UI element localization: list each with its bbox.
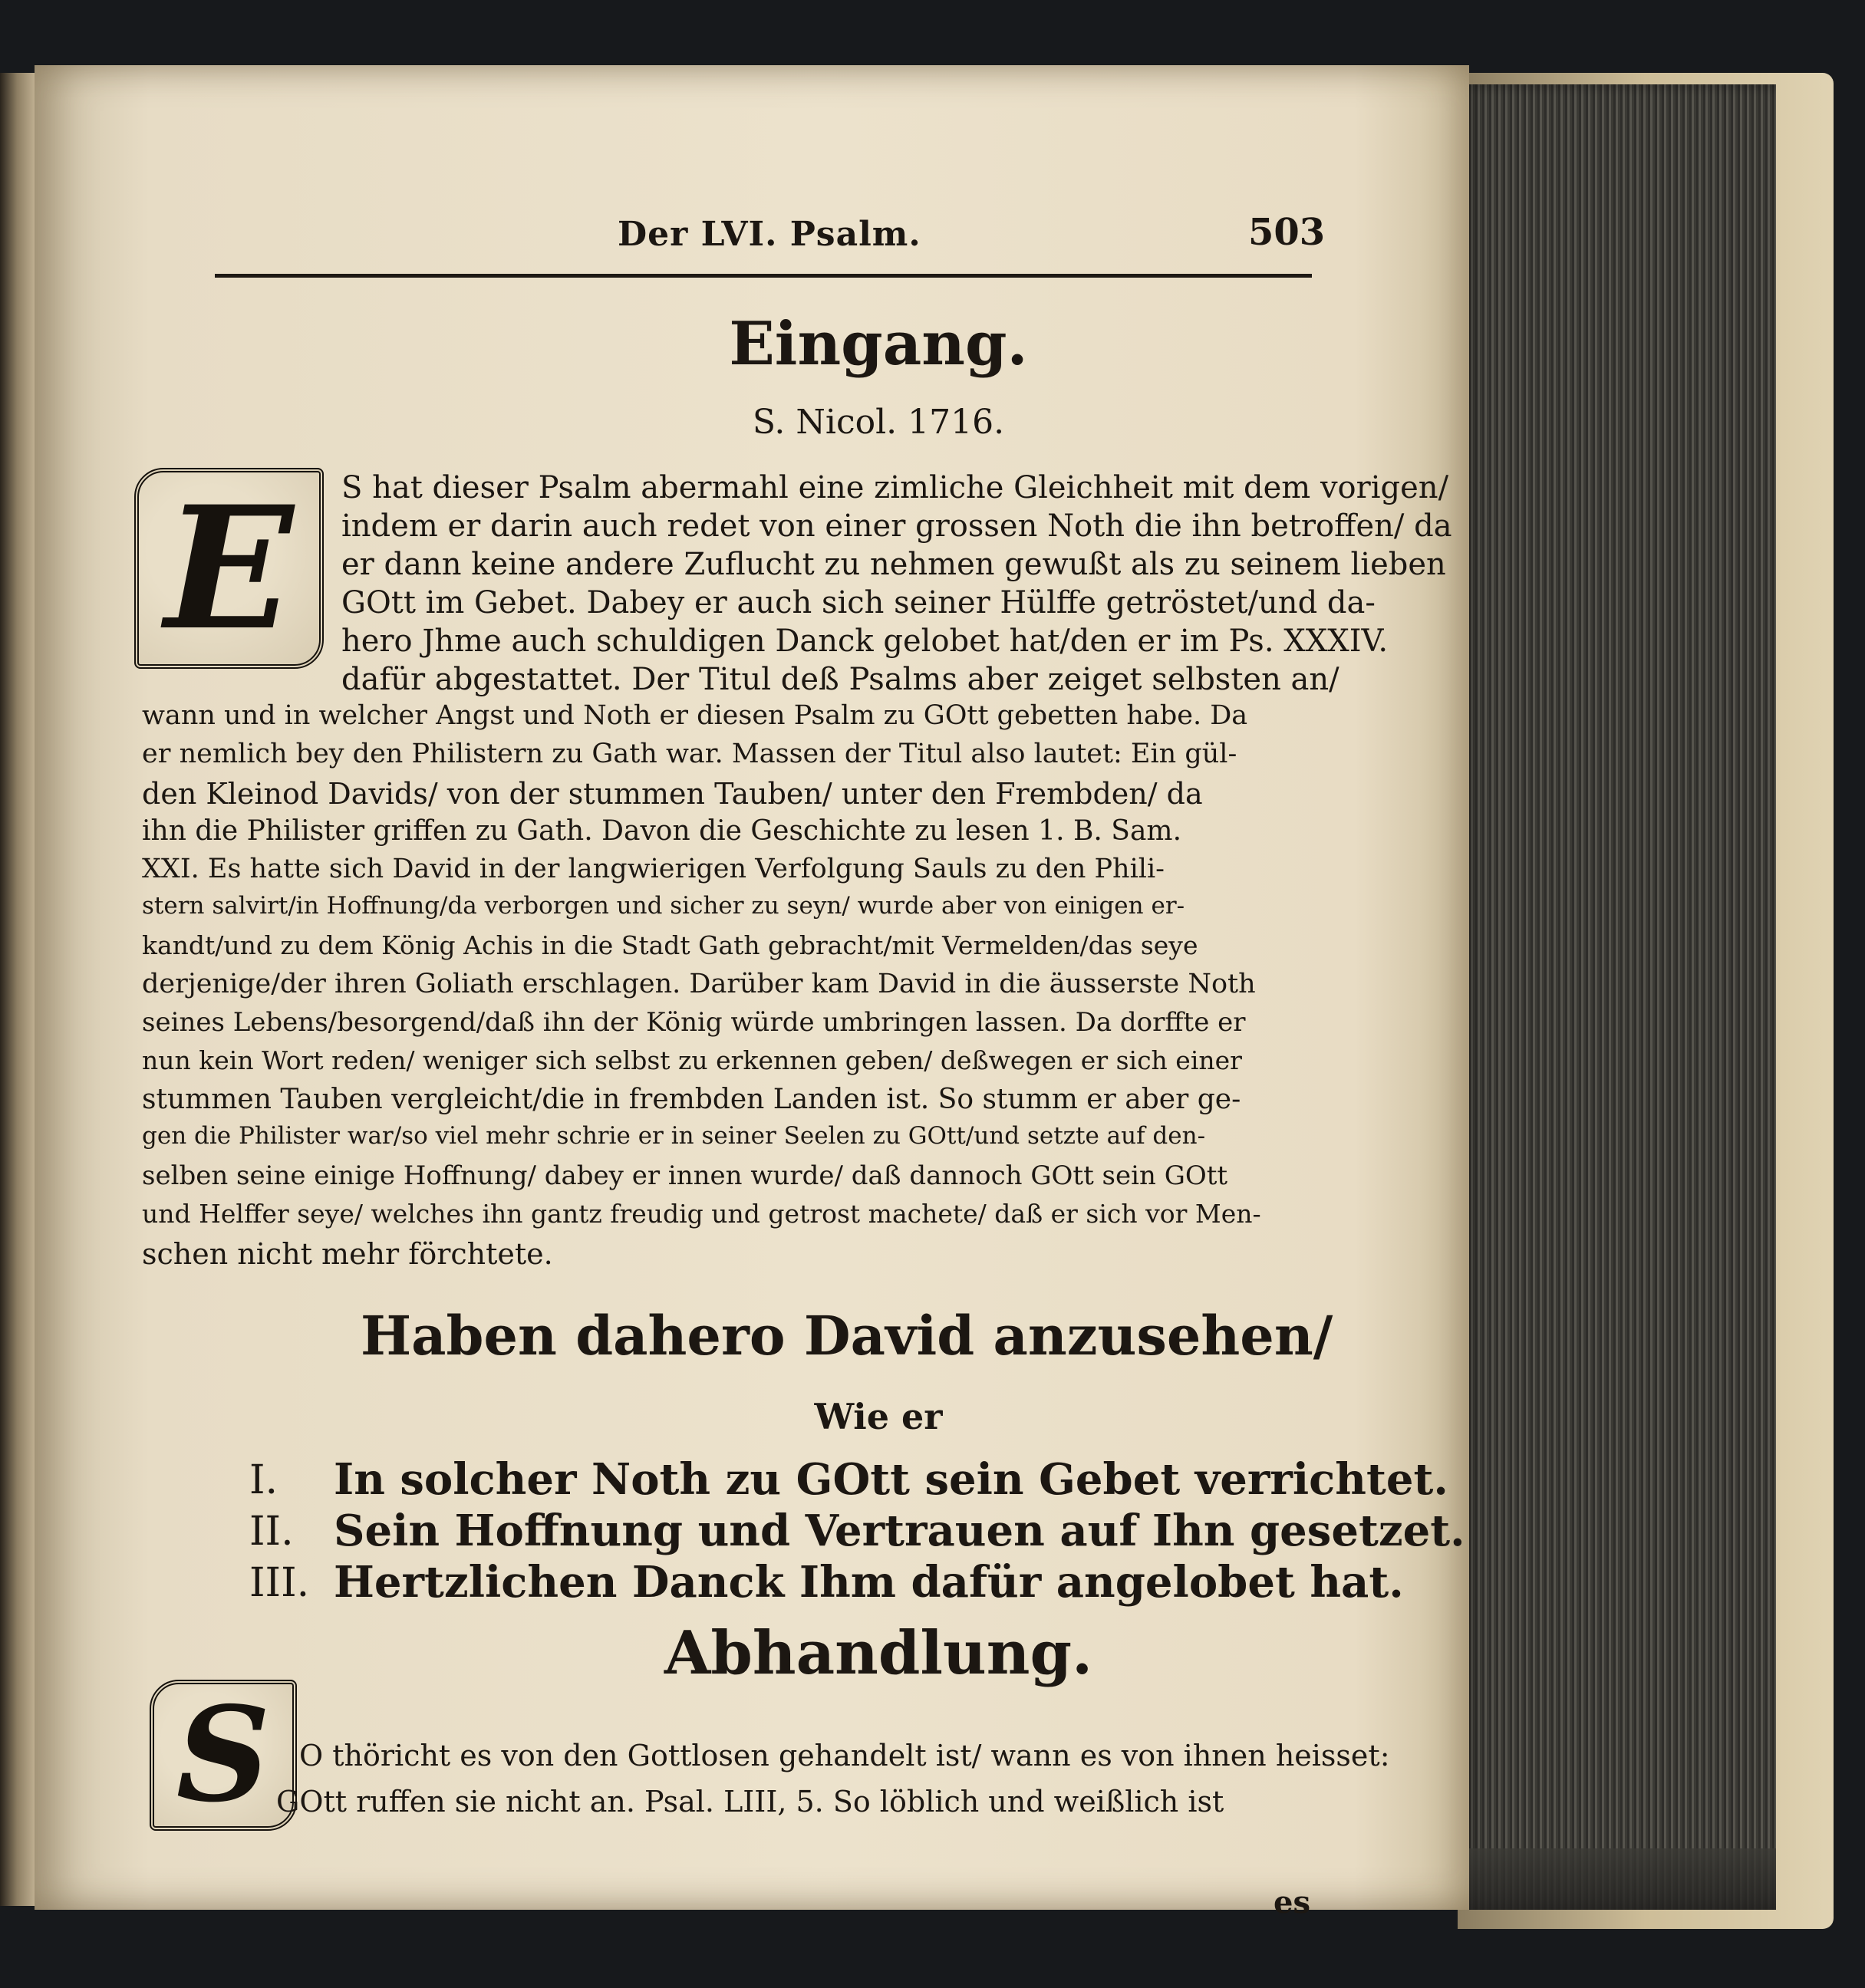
decorated-initial-e: E — [134, 468, 324, 669]
intro-line: und Helffer seye/ welches ihn gantz freudig und getrost machete/ daß er sich vor Men- — [142, 1199, 1261, 1229]
intro-line: hero Jhme auch schuldigen Danck gelobet hat/den er im Ps. XXXIV. — [341, 624, 1389, 659]
intro-line: indem er darin auch redet von einer grossen Noth die ihn betroffen/ da — [341, 509, 1452, 544]
book-page — [35, 65, 1469, 1921]
intro-line: dafür abgestattet. Der Titul deß Psalms aber zeiget selbsten an/ — [341, 662, 1339, 697]
catchword: es — [1274, 1884, 1310, 1921]
intro-line: schen nicht mehr förchtete. — [142, 1237, 553, 1271]
heading-abhandlung: Abhandlung. — [664, 1618, 1093, 1688]
previous-page-edge — [0, 73, 38, 1906]
outline-text: Sein Hoffnung und Vertrauen auf Ihn gesetzet. — [334, 1506, 1465, 1556]
intro-line: nun kein Wort reden/ weniger sich selbst zu erkennen geben/ deßwegen er sich einer — [142, 1045, 1242, 1075]
intro-line: derjenige/der ihren Goliath erschlagen. Darüber kam David in die äusserste Noth — [142, 969, 1256, 999]
intro-line: seines Lebens/besorgend/daß ihn der König würde umbringen lassen. Da dorffte er — [142, 1007, 1246, 1038]
decorated-initial-s: S — [150, 1680, 297, 1831]
intro-line: GOtt im Gebet. Dabey er auch sich seiner Hülffe getröstet/und da- — [341, 585, 1376, 620]
intro-line: stern salvirt/in Hoffnung/da verborgen und sicher zu seyn/ wurde aber von einigen er- — [142, 892, 1185, 920]
page-number: 503 — [1248, 211, 1326, 254]
intro-line: selben seine einige Hoffnung/ dabey er innen wurde/ daß dannoch GOtt sein GOtt — [142, 1160, 1228, 1191]
outline-number: III. — [249, 1560, 310, 1606]
intro-line: den Kleinod Davids/ von der stummen Tauben/ unter den Frembden/ da — [142, 777, 1203, 811]
sermon-attribution: S. Nicol. 1716. — [752, 403, 1005, 442]
outline-number: I. — [249, 1457, 278, 1503]
treatise-line: GOtt ruffen sie nicht an. Psal. LIII, 5. So löblich und weißlich ist — [276, 1785, 1224, 1818]
intro-line: er nemlich bey den Philistern zu Gath war. Massen der Titul also lautet: Ein gül- — [142, 739, 1237, 769]
subheading-wie-er: Wie er — [814, 1396, 943, 1437]
page-block-bottom — [1461, 1848, 1776, 1910]
outline-text: Hertzlichen Danck Ihm dafür angelobet hat. — [334, 1557, 1404, 1608]
head-rule — [215, 274, 1312, 278]
intro-line: XXI. Es hatte sich David in der langwierigen Verfolgung Sauls zu den Phili- — [142, 854, 1165, 884]
outline-text: In solcher Noth zu GOtt sein Gebet verrichtet. — [334, 1454, 1448, 1505]
intro-line: stummen Tauben vergleicht/die in frembden Landen ist. So stumm er aber ge- — [142, 1084, 1241, 1115]
intro-line: wann und in welcher Angst und Noth er diesen Psalm zu GOtt gebetten habe. Da — [142, 700, 1248, 731]
intro-line: ihn die Philister griffen zu Gath. Davon die Geschichte zu lesen 1. B. Sam. — [142, 815, 1182, 847]
intro-line: kandt/und zu dem König Achis in die Stadt Gath gebracht/mit Vermelden/das seye — [142, 930, 1198, 960]
intro-line: S hat dieser Psalm abermahl eine zimliche Gleichheit mit dem vorigen/ — [341, 470, 1449, 505]
treatise-line: O thöricht es von den Gottlosen gehandelt ist/ wann es von ihnen heisset: — [299, 1739, 1390, 1772]
outline-number: II. — [249, 1509, 294, 1555]
intro-line: er dann keine andere Zuflucht zu nehmen gewußt als zu seinem lieben — [341, 547, 1446, 582]
running-head-title: Der LVI. Psalm. — [618, 215, 921, 254]
intro-line: gen die Philister war/so viel mehr schrie er in seiner Seelen zu GOtt/und setzte auf den- — [142, 1122, 1206, 1150]
heading-haben-dahero: Haben dahero David anzusehen/ — [361, 1304, 1333, 1368]
heading-eingang: Eingang. — [729, 309, 1028, 379]
page-block-edges — [1461, 84, 1776, 1910]
